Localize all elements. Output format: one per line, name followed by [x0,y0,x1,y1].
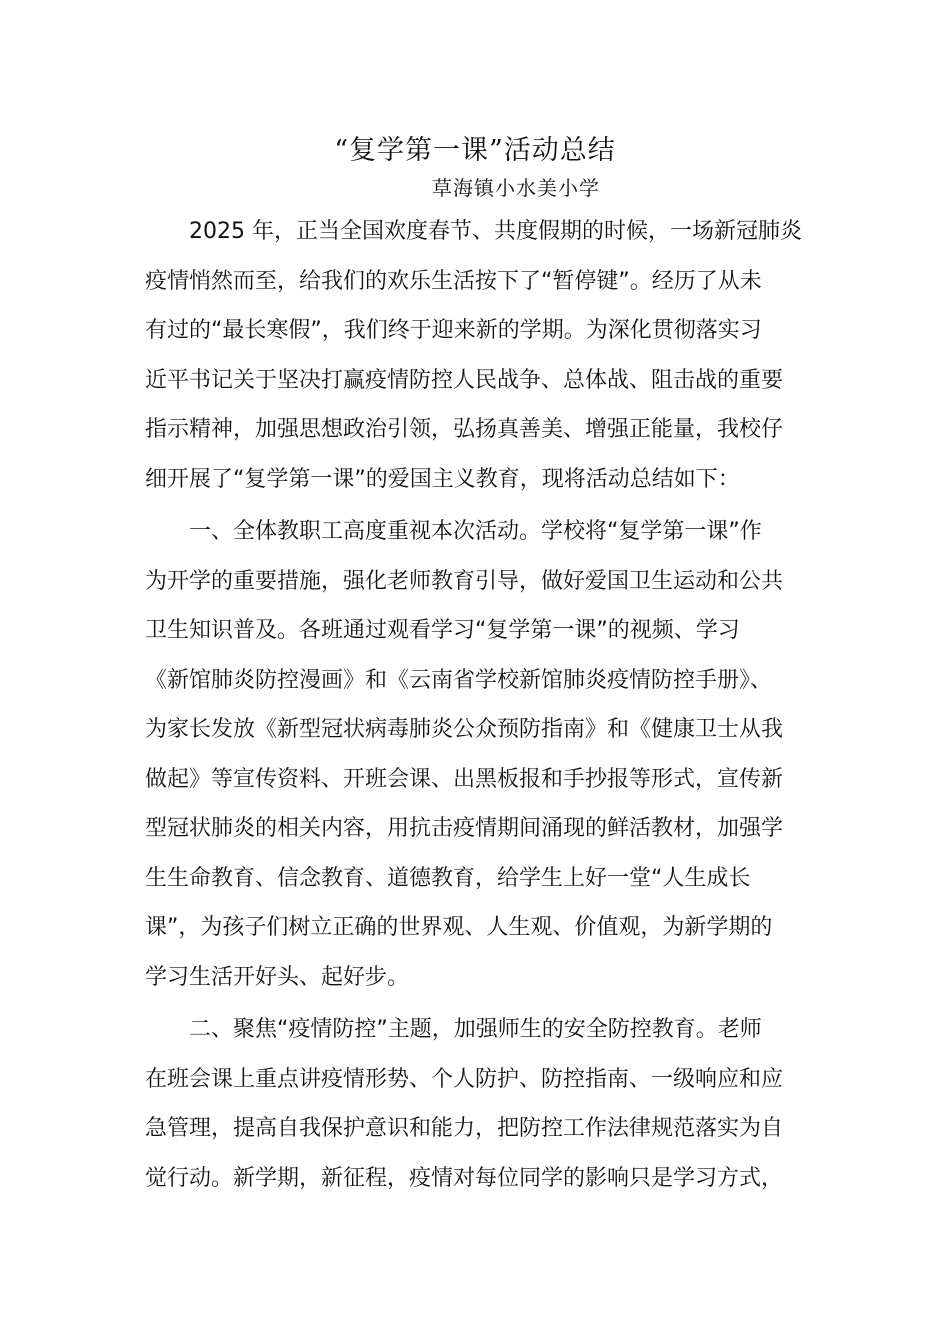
text-line: 为开学的重要措施，强化老师教育引导，做好爱国卫生运动和公共 [145,568,784,594]
text-line: 在班会课上重点讲疫情形势、个人防护、防控指南、一级响应和应 [145,1066,784,1092]
text-line: 课”，为孩子们树立正确的世界观、人生观、价值观，为新学期的 [145,915,773,940]
text-line: 做起》等宣传资料、开班会课、出黑板报和手抄报等形式，宣传新 [145,766,784,792]
text-line: 学习生活开好头、起好步。 [145,964,410,990]
text-line: 为家长发放《新型冠状病毒肺炎公众预防指南》和《健康卫士从我 [145,717,784,742]
text-line: 有过的“最长寒假”，我们终于迎来新的学期。为深化贯彻落实习 [145,318,762,343]
text-line: 生生命教育、信念教育、道德教育，给学生上好一堂“人生成长 [145,865,751,891]
text-line: 细开展了“复学第一课”的爱国主义教育，现将活动总结如下： [145,466,740,492]
document-author: 草海镇小水美小学 [432,176,600,200]
text-line: 2025 年，正当全国欢度春节、共度假期的时候，一场新冠肺炎 [189,219,802,244]
document-body [145,207,815,1203]
text-line: 近平书记关于坚决打赢疫情防控人民战争、总体战、阻击战的重要 [145,367,784,393]
text-line: 觉行动。新学期，新征程，疫情对每位同学的影响只是学习方式， [145,1165,784,1191]
text-line: 二、聚焦“疫情防控”主题，加强师生的安全防控教育。老师 [189,1017,762,1042]
text-line: 疫情悄然而至，给我们的欢乐生活按下了“暂停键”。经历了从未 [145,268,762,294]
text-line: 卫生知识普及。各班通过观看学习“复学第一课”的视频、学习 [145,618,740,643]
text-line: 型冠状肺炎的相关内容，用抗击疫情期间涌现的鲜活教材，加强学 [145,816,784,841]
text-line: 指示精神，加强思想政治引领，弘扬真善美、增强正能量，我校仔 [145,417,784,442]
text-line: 急管理，提高自我保护意识和能力，把防控工作法律规范落实为自 [145,1116,784,1141]
document-title: “复学第一课”活动总结 [334,135,616,166]
text-line: 《新馆肺炎防控漫画》和《云南省学校新馆肺炎疫情防控手册》、 [145,667,773,693]
text-line: 一、全体教职工高度重视本次活动。学校将“复学第一课”作 [189,519,762,544]
